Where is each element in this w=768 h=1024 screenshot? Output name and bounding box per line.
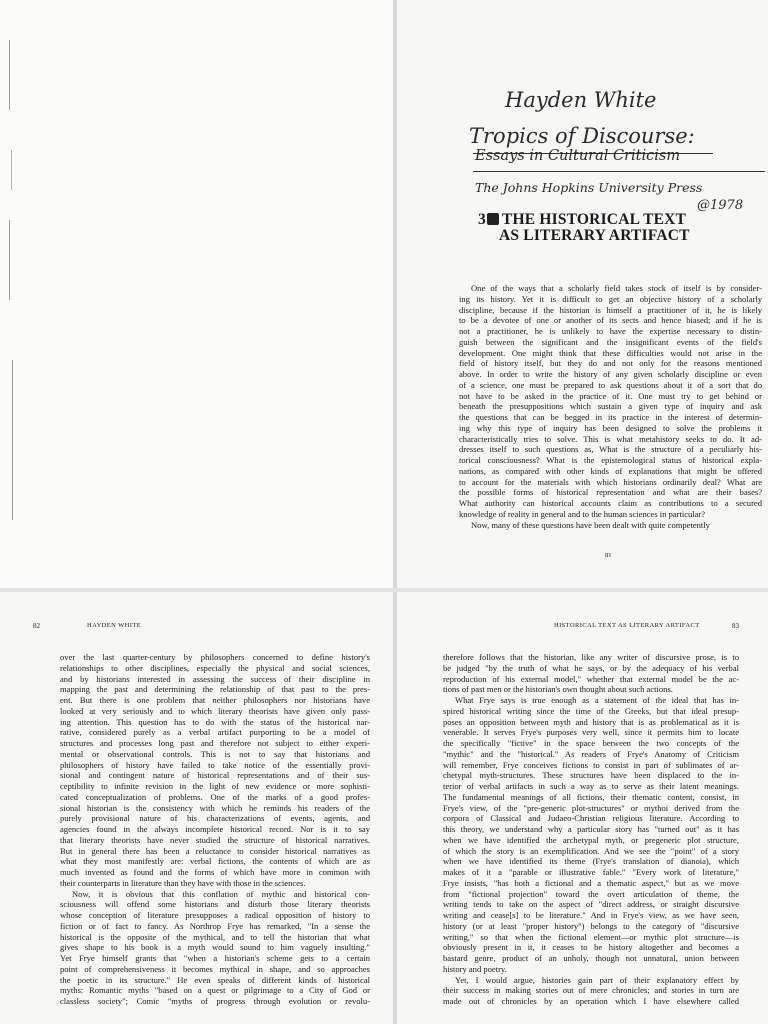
text-line: whose conception of literature presupposes a radical opposition of history to	[60, 910, 370, 920]
text-line: not have to be asked in the practice of it. One must try to get behind or	[459, 390, 762, 401]
text-line: development. One might think that these difficulties would not arise in the	[459, 347, 762, 358]
text-line: ing attention. This question has to do with the status of the historical nar-	[60, 716, 370, 727]
text-line: spired historical writing since the time of the Greeks, but that ideal presup-	[443, 705, 739, 716]
text-line: to account for the materials with which historians ordinarily deal? What are	[459, 476, 762, 487]
text-line: venerable. It serves Frye's purposes very well, since it permits him to locate	[443, 727, 739, 738]
text-line: reproduction of his external model," whether that external model be the ac-	[443, 673, 739, 684]
text-line: Yet Frye himself grants that "when a historian's scheme gets to a certain	[60, 953, 370, 963]
text-line: and by historians interested in assessing the success of their discipline in	[60, 673, 370, 684]
text-line: over the last quarter-century by philosophers concerned to define history's	[60, 652, 370, 662]
running-head: HISTORICAL TEXT AS LITERARY ARTIFACT	[554, 622, 700, 629]
text-line: the specifically "fictive" in the space between the two concepts of the	[443, 738, 739, 748]
body-text	[60, 652, 370, 1007]
chapter-title	[478, 212, 758, 244]
text-line: above. In order to write the history of any given scholarly discipline or even	[459, 369, 762, 379]
text-line: will remember, Frye conceives fictions to consist in part of sublimates of ar-	[443, 759, 739, 770]
margin-mark	[9, 220, 10, 300]
text-line: the poetic in its structure." He even speaks of different kinds of historical	[60, 974, 370, 985]
text-line: One of the ways that a scholarly field takes stock of itself is by consider-	[471, 283, 762, 293]
text-line: structures and processes long past and therefore not subject to either experi-	[60, 738, 370, 748]
text-line: sional historian is the consistency with which he reminds his readers of the	[60, 802, 370, 813]
text-line: much invented as found and the forms of which have more in common with	[60, 867, 370, 877]
chapter-number: 3	[478, 211, 486, 228]
text-line: writing tends to take on the aspect of "direct address, or straight discursive	[443, 899, 739, 910]
text-line: tions of past men or the historian's own thought about such actions.	[443, 684, 673, 695]
text-line: purely provisional nature of his characterizations of events, agents, and	[60, 813, 370, 824]
text-line: cated conceptualization of problems. One of the marks of a good profes-	[60, 791, 370, 802]
text-line: mental or observational controls. This is not to say that historians and	[60, 748, 370, 759]
handwritten-subtitle: Essays in Cultural Criticism	[475, 148, 681, 164]
text-line: historical is the opposite of the mythical, and to tell the historian that what	[60, 931, 370, 942]
running-head: HAYDEN WHITE	[87, 622, 142, 629]
text-line: terior of verbal artifacts in such a way as to serve as their latent meanings.	[443, 781, 739, 791]
text-line: when we have identified the archetypal myth, or pregeneric plot structure,	[443, 834, 739, 845]
page-number: 82	[33, 622, 40, 630]
text-line: their counterparts in literature than they have with those in the sciences.	[60, 877, 306, 888]
text-line: the possible forms of historical representation and what are their bases?	[459, 487, 762, 498]
ornament-icon	[487, 213, 499, 225]
text-line: sciousness will offend some historians and disturb those literary theorists	[60, 899, 370, 910]
handwritten-underline	[473, 171, 765, 172]
text-line: what they most manifestly are: verbal fictions, the contents of which are as	[60, 856, 370, 867]
text-line: myths: Romantic myths "based on a quest or pilgrimage to a City of God or	[60, 985, 370, 996]
book-gutter	[393, 0, 397, 1024]
text-line: "mythic" and the "historical." As readers of Frye's Anatomy of Criticism	[443, 748, 739, 759]
text-line: corpora of Classical and Judaeo-Christian religious literature. According to	[443, 813, 739, 824]
chapter-title-line2: AS LITERARY ARTIFACT	[499, 227, 690, 244]
text-line: Now, many of these questions have been dealt with quite competently	[471, 519, 710, 530]
text-line: philosophers of history have failed to take notice of the essentially provi-	[60, 759, 370, 770]
text-line: Now, it is obvious that this conflation of mythic and historical con-	[72, 888, 370, 899]
handwritten-year: @1978	[697, 198, 744, 213]
margin-mark	[9, 40, 10, 110]
text-line: relationships to other disciplines, especially the physical and social sciences,	[60, 662, 370, 673]
text-line: Yet, I would argue, histories gain part of their explanatory effect by	[455, 974, 739, 985]
page-number: 81	[605, 552, 612, 559]
text-line: ceptibility to infinite revision in the light of new evidence or more sophisti-	[60, 781, 370, 791]
text-line: point of comprehensiveness it becomes mythical in shape, and so approaches	[60, 963, 370, 974]
text-line: But in general there has been a reluctance to consider historical narratives as	[60, 845, 370, 856]
text-line: classless society"; Comic "myths of progress through evolution or revolu-	[60, 996, 370, 1006]
text-line: bastard genre, product of an unholy, though not unnatural, union between	[443, 953, 739, 963]
text-line: looked at very seriously and to which literary theorists have given only pass-	[60, 705, 370, 716]
text-line: when we have identified its theme (Frye's translation of dianoia), which	[443, 856, 739, 867]
page-separator	[0, 588, 768, 592]
text-line: torical consciousness? What is the epistemological status of historical expla-	[459, 455, 762, 465]
body-text	[443, 652, 739, 1007]
text-line: fiction or of fact to fancy. As Northrop Frye has remarked, "In a sense the	[60, 920, 370, 931]
text-line: Frye's view, of the "pre-generic plot-structures" or mythoi derived from the	[443, 802, 739, 813]
text-line: not a practitioner, he is unlikely to have the expertise necessary to distin-	[459, 326, 762, 336]
text-line: history and poetry.	[443, 963, 507, 974]
text-line: sional and contingent nature of historical representations and of their sus-	[60, 770, 370, 781]
text-line: guish between the significant and the insignificant events of the field's	[459, 336, 762, 347]
text-line: dresses itself to such questions as, What is the structure of a peculiarly his-	[459, 444, 762, 455]
page-83	[397, 592, 768, 1024]
text-line: of a science, one must be prepared to ask questions about it of a sort that do	[459, 379, 762, 390]
handwritten-author: Hayden White	[505, 88, 657, 112]
text-line: writing," so that when the fictional element—or mythic plot structure—is	[443, 931, 739, 942]
text-line: obviously present in it, it ceases to be history altogether and becomes a	[443, 942, 739, 953]
blank-facing-page	[0, 0, 393, 588]
text-line: of which the story is an exemplification. And we see the "point" of a story	[443, 845, 739, 856]
text-line: writing and cease[s] to be literature." And in Frye's view, as we have seen,	[443, 910, 739, 920]
margin-mark	[11, 150, 12, 190]
handwritten-title: Tropics of Discourse:	[469, 124, 695, 148]
page-number: 83	[732, 622, 739, 630]
text-line: Frye insists, "has both a fictional and a thematic aspect," but as we move	[443, 877, 739, 888]
text-line: this theory, we understand why a particular story has "turned out" as it has	[443, 824, 739, 834]
text-line: discipline, because if the historian is himself a practitioner of it, he is likely	[459, 304, 762, 315]
text-line: ent. But there is one problem that neither philosophers nor historians have	[60, 695, 370, 705]
text-line: that literary theorists have never studied the structure of historical narratives.	[60, 834, 370, 845]
text-line: from "fictional projection" toward the overt articulation of theme, the	[443, 888, 739, 899]
text-line: knowledge of reality in general and to the human sciences in particular?	[459, 508, 706, 519]
text-line: history (or at least "proper history") belongs to the category of "discursive	[443, 920, 739, 931]
text-line: agencies found in the always incomplete historical record. Nor is it to say	[60, 824, 370, 834]
text-line: to be a devotee of one or another of its sects and hence biased; and if he is	[459, 315, 762, 326]
text-line: poses an opposition between myth and history that is as problematical as it is	[443, 716, 739, 727]
text-line: mapping the past and determining the relationship of that past to the pres-	[60, 684, 370, 695]
text-line: characteristically tries to solve. This is what metahistory seeks to do. It ad-	[459, 433, 762, 444]
text-line: nations, as compared with other kinds of explanations that might be offered	[459, 465, 762, 476]
text-line: field of history itself, but they do and not only for the reasons mentioned	[459, 358, 762, 369]
text-line: beneath the presuppositions which sustain a given type of inquiry and ask	[459, 401, 762, 412]
body-text	[459, 283, 762, 530]
text-line: chetypal myth-structures. These structures have been displaced to the in-	[443, 770, 739, 781]
chapter-title-line1: THE HISTORICAL TEXT	[501, 211, 687, 228]
text-line: What Frye says is true enough as a statement of the ideal that has in-	[455, 695, 739, 705]
text-line: the questions that can be begged in its practice in the interest of determin-	[459, 412, 762, 422]
margin-mark	[12, 360, 13, 520]
handwritten-publisher: The Johns Hopkins University Press	[475, 180, 703, 195]
text-line: made out of chronicles by an operation which I have elsewhere called	[443, 996, 739, 1006]
text-line: therefore follows that the historian, like any writer of discursive prose, is to	[443, 652, 739, 662]
text-line: their success in making stories out of mere chronicles; and stories in turn are	[443, 985, 739, 996]
text-line: ing its history. Yet it is difficult to get an objective history of a scholarly	[459, 293, 762, 304]
text-line: rative, considered purely as a verbal artifact purporting to be a model of	[60, 727, 370, 738]
text-line: be judged "by the truth of what he says, or by the adequacy of his verbal	[443, 662, 739, 673]
text-line: What authority can historical accounts claim as contributions to a secured	[459, 498, 762, 508]
text-line: ing why this type of inquiry has been designed to solve the problems it	[459, 422, 762, 433]
page-81	[397, 0, 768, 588]
text-line: makes of it a "parable or illustrative fable." "Every work of literature,"	[443, 867, 739, 877]
page-82	[0, 592, 393, 1024]
text-line: gives shape to his book is a myth would sound to him vaguely insulting."	[60, 942, 370, 953]
text-line: The fundamental meanings of all fictions, their thematic content, consist, in	[443, 791, 739, 802]
